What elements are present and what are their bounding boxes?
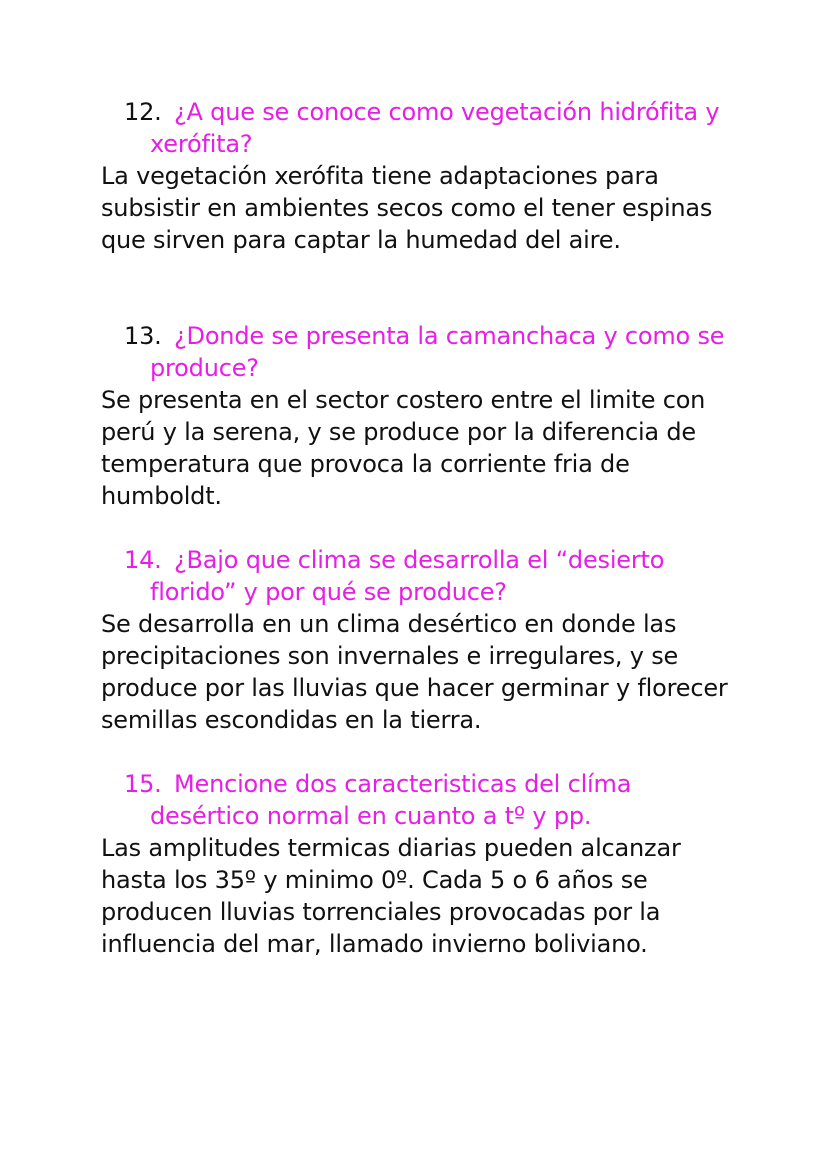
answer-text: Se desarrolla en un clima desértico en donde las precipitaciones son invernales e irregulares, y se produce por las lluvias que hacer germinar y florecer semillas escondidas en la tierra. [101, 610, 728, 734]
answer-text: La vegetación xerófita tiene adaptaciones para subsistir en ambientes secos como el tener espinas que sirven para captar la humedad del aire. [101, 162, 713, 254]
question-heading [101, 544, 741, 608]
question-heading [101, 768, 741, 832]
answer-text: Se presenta en el sector costero entre el limite con perú y la serena, y se produce por la diferencia de temperatura que provoca la corriente fria de humboldt. [101, 386, 706, 510]
question-text: Mencione dos caracteristicas del clíma desértico normal en cuanto a tº y pp. [150, 770, 632, 830]
question-block-12 [101, 96, 741, 256]
question-block-13 [101, 320, 741, 512]
question-block-15 [101, 768, 741, 960]
question-text: ¿A que se conoce como vegetación hidrófita y xerófita? [150, 98, 720, 158]
question-heading [101, 320, 741, 384]
question-number: 13. [124, 322, 162, 350]
question-number: 14. [124, 546, 162, 574]
question-text: ¿Donde se presenta la camanchaca y como se produce? [150, 322, 725, 382]
question-number: 15. [124, 770, 162, 798]
question-text: ¿Bajo que clima se desarrolla el “desierto florido” y por qué se produce? [150, 546, 665, 606]
question-number: 12. [124, 98, 162, 126]
question-heading [101, 96, 741, 160]
answer-text: Las amplitudes termicas diarias pueden alcanzar hasta los 35º y minimo 0º. Cada 5 o 6 años se producen lluvias torrenciales provocadas por la influencia del mar, llamado invierno boliviano. [101, 834, 681, 958]
question-block-14 [101, 544, 741, 736]
